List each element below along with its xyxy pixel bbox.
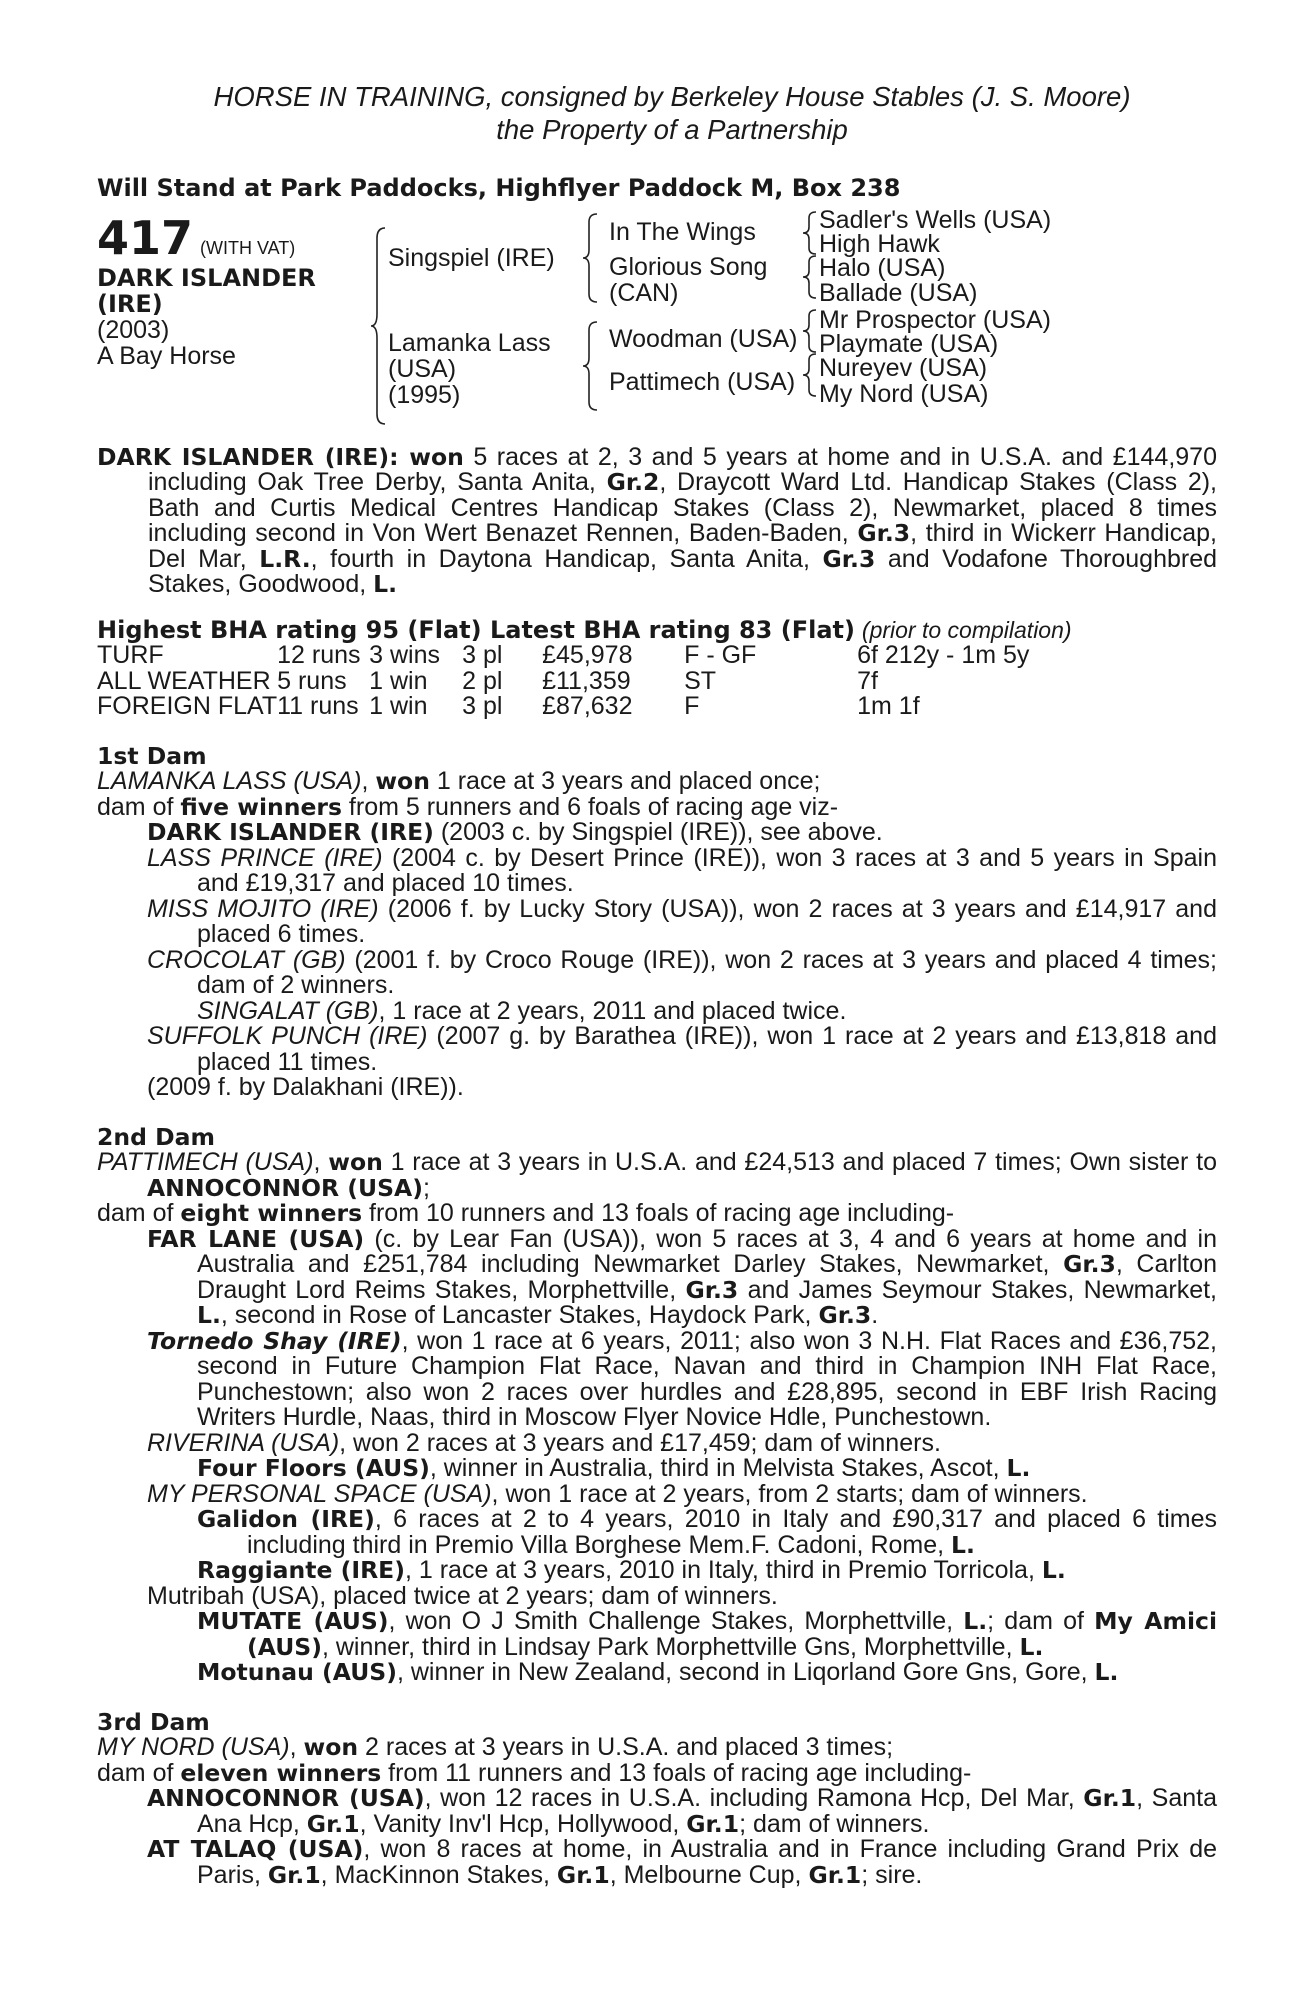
- gg-4: Ballade (USA): [819, 278, 978, 307]
- gg-6: Playmate (USA): [819, 329, 999, 358]
- second-dam-heading: 2nd Dam: [97, 1122, 215, 1151]
- summary-won: won: [409, 442, 464, 471]
- mutribah-entry: Mutribah (USA), placed twice at 2 years; dam of winners.: [147, 1581, 778, 1610]
- first-dam-heading: 1st Dam: [97, 741, 207, 770]
- vat-note: (WITH VAT): [199, 237, 296, 258]
- ratings-cell: 11 runs: [277, 692, 359, 720]
- ratings-cell: 3 pl: [462, 641, 503, 669]
- sire-parents-brace: [581, 212, 601, 304]
- ratings-cell: 7f: [857, 666, 878, 695]
- third-dam-heading: 3rd Dam: [97, 1707, 210, 1736]
- horse-description: A Bay Horse: [97, 341, 236, 370]
- produce-6: (2009 f. by Dalakhani (IRE)).: [147, 1073, 464, 1101]
- produce-1: DARK ISLANDER (IRE) (2003 c. by Singspiel (IRE)), see above.: [147, 818, 883, 846]
- ratings-cell: ST: [684, 666, 717, 695]
- galidon-entry: Galidon (IRE), 6 races at 2 to 4 years, 2010 in Italy and £90,317 and placed 6 times including third in Premio Villa Borghese Mem.F. Cadoni, Rome, L.: [197, 1505, 1218, 1559]
- horse-name: DARK ISLANDER: [97, 263, 316, 292]
- brace-g3-2: [800, 254, 820, 300]
- ratings-cell: £11,359: [542, 666, 631, 695]
- ratings-cell: 12 runs: [277, 641, 361, 669]
- ratings-row: [97, 669, 1029, 695]
- property-line: the Property of a Partnership: [496, 114, 848, 145]
- catalogue-page: [97, 80, 1217, 1888]
- brace-g3-1: [800, 210, 820, 256]
- at-talaq-entry: AT TALAQ (USA), won 8 races at home, in Australia and in France including Grand Prix de Paris, Gr.1, MacKinnon Stakes, Gr.1, Melbourne Cup, Gr.1; sire.: [147, 1835, 1217, 1889]
- ratings-row: [97, 643, 1029, 669]
- ratings-cell: £87,632: [542, 692, 633, 720]
- dam-dam: Pattimech (USA): [609, 367, 796, 396]
- ratings-table: [97, 643, 1029, 720]
- sire-dam: Glorious Song: [609, 252, 768, 281]
- ratings-cell: 1m 1f: [857, 692, 920, 720]
- ratings-title: Highest BHA rating 95 (Flat) Latest BHA rating 83 (Flat): [97, 615, 855, 644]
- sire-sire: In The Wings: [609, 217, 756, 246]
- sire-dam-country: (CAN): [609, 278, 679, 307]
- produce-4-offspring: SINGALAT (GB), 1 race at 2 years, 2011 and placed twice.: [197, 996, 847, 1025]
- gg-2: High Hawk: [819, 229, 940, 258]
- first-dam-section: 1st Dam LAMANKA LASS (USA), won 1 race at 3 years and placed once; dam of five winners from 5 runners and 6 foals of racing age viz- DARK ISLANDER (IRE) (2003 c. by Singspiel (IRE)), see above. LASS PRINCE (IRE) (2004 c. by Desert Prince (IRE)), won 3 races at 3 and 5 years in Spain and £19,317 and placed 10 times. MISS MOJITO (IRE) (2006 f. by Lucky Story (USA)), won 2 races at 3 years and £14,917 and placed 6 times. CROCOLAT (GB) (2001 f. by Croco Rouge (IRE)), won 2 races at 3 years and placed 4 times; dam of 2 winners. SINGALAT (GB), 1 race at 2 years, 2011 and placed twice. SUFFOLK PUNCH (IRE) (2007 g. by Barathea (IRE)), won 1 race at 2 years and £13,818 and placed 11 times. (2009 f. by Dalakhani (IRE)).: [97, 741, 1217, 1101]
- foaling-year: (2003): [97, 315, 170, 344]
- my-personal-space-entry: MY PERSONAL SPACE (USA), won 1 race at 2 years, from 2 starts; dam of winners.: [147, 1479, 1088, 1508]
- ratings-cell: 3 pl: [462, 692, 503, 720]
- ratings-cell: 2 pl: [462, 666, 503, 695]
- raggiante-entry: Raggiante (IRE), 1 race at 3 years, 2010 in Italy, third in Premio Torricola, L.: [197, 1556, 1066, 1584]
- ratings-note: (prior to compilation): [861, 616, 1072, 643]
- second-dam-section: 2nd Dam PATTIMECH (USA), won 1 race at 3 years in U.S.A. and £24,513 and placed 7 times; Own sister to ANNOCONNOR (USA); dam of eight winners from 10 runners and 13 foals of racing age including- FAR LANE (USA) (c. by Lear Fan (USA)), won 5 races at 3, 4 and 6 years at home and in Australia and £251,784 including Newmarket Darley Stakes, Newmarket, Gr.3, Carlton Draught Lord Reims Stakes, Morphettville, Gr.3 and James Seymour Stakes, Newmarket, L., second in Rose of Lancaster Stakes, Haydock Park, Gr.3. Tornedo Shay (IRE), won 1 race at 6 years, 2011; also won 3 N.H. Flat Races and £36,752, second in Future Champion Flat Race, Navan and third in Champion INH Flat Race, Punchestown; also won 2 races over hurdles and £28,895, second in EBF Irish Racing Writers Hurdle, Naas, third in Moscow Flyer Novice Hdle, Punchestown. RIVERINA (USA), won 2 races at 3 years and £17,459; dam of winners. Four Floors (AUS), winner in Australia, third in Melvista Stakes, Ascot, L. MY PERSONAL SPACE (USA), won 1 race at 2 years, from 2 starts; dam of winners. Galidon (IRE), 6 races at 2 to 4 years, 2010 in Italy and £90,317 and placed 6 times including third in Premio Villa Borghese Mem.F. Cadoni, Rome, L. Raggiante (IRE), 1 race at 3 years, 2010 in Italy, third in Premio Torricola, L. Mutribah (USA), placed twice at 2 years; dam of winners. MUTATE (AUS), won O J Smith Challenge Stakes, Morphettville, L.; dam of My Amici (AUS), winner, third in Lindsay Park Morphettville Gns, Morphettville, L. Motunau (AUS), winner in New Zealand, second in Liqorland Gore Gns, Gore, L.: [97, 1122, 1218, 1686]
- ratings-block: [97, 615, 1217, 720]
- dam: Lamanka Lass: [388, 328, 551, 357]
- gg-7: Nureyev (USA): [819, 353, 988, 382]
- third-dam-section: 3rd Dam MY NORD (USA), won 2 races at 3 years in U.S.A. and placed 3 times; dam of eleven winners from 11 runners and 13 foals of racing age including- ANNOCONNOR (USA), won 12 races in U.S.A. including Ramona Hcp, Del Mar, Gr.1, Santa Ana Hcp, Gr.1, Vanity Inv'l Hcp, Hollywood, Gr.1; dam of winners. AT TALAQ (USA), won 8 races at home, in Australia and in France including Grand Prix de Paris, Gr.1, MacKinnon Stakes, Gr.1, Melbourne Cup, Gr.1; sire.: [97, 1707, 1217, 1889]
- motunau-entry: Motunau (AUS), winner in New Zealand, second in Liqorland Gore Gns, Gore, L.: [197, 1658, 1119, 1686]
- horse-suffix: (IRE): [97, 289, 163, 318]
- ratings-cell: FOREIGN FLAT: [97, 692, 278, 720]
- lot-number: 417: [97, 210, 194, 265]
- riverina-entry: RIVERINA (USA), won 2 races at 3 years and £17,459; dam of winners.: [147, 1428, 941, 1457]
- ratings-cell: 1 win: [369, 666, 428, 695]
- ratings-cell: 6f 212y - 1m 5y: [857, 641, 1030, 669]
- dam-year: (1995): [388, 380, 461, 409]
- ratings-cell: F - GF: [684, 641, 757, 669]
- four-floors-entry: Four Floors (AUS), winner in Australia, third in Melvista Stakes, Ascot, L.: [197, 1454, 1031, 1482]
- far-lane-entry: FAR LANE (USA) (c. by Lear Fan (USA)), won 5 races at 3, 4 and 6 years at home and in Australia and £251,784 including Newmarket Darley Stakes, Newmarket, Gr.3, Carlton Draught Lord Reims Stakes, Morphettville, Gr.3 and James Seymour Stakes, Newmarket, L., second in Rose of Lancaster Stakes, Haydock Park, Gr.3.: [147, 1224, 1218, 1329]
- tornedo-shay-entry: Tornedo Shay (IRE), won 1 race at 6 years, 2011; also won 3 N.H. Flat Races and £36,752, second in Future Champion Flat Race, Navan and third in Champion INH Flat Race, Punchestown; also won 2 races over hurdles and £28,895, second in EBF Irish Racing Writers Hurdle, Naas, third in Moscow Flyer Novice Hdle, Punchestown.: [147, 1326, 1217, 1431]
- ratings-cell: TURF: [97, 641, 164, 669]
- produce-4: CROCOLAT (GB) (2001 f. by Croco Rouge (IRE)), won 2 races at 3 years and placed 4 times; dam of 2 winners.: [147, 945, 1217, 999]
- consignment-header: [127, 80, 1217, 146]
- dam-parents-brace: [581, 320, 601, 412]
- brace-g3-4: [800, 352, 820, 398]
- sire: Singspiel (IRE): [388, 243, 555, 272]
- third-dam-name: MY NORD (USA): [97, 1733, 290, 1761]
- ratings-cell: F: [684, 692, 700, 720]
- ratings-cell: ALL WEATHER: [97, 666, 271, 695]
- second-dam-name: PATTIMECH (USA): [97, 1148, 314, 1176]
- lot-heading: [97, 210, 296, 265]
- ratings-cell: 1 win: [369, 692, 428, 720]
- annoconnor-entry: ANNOCONNOR (USA), won 12 races in U.S.A. including Ramona Hcp, Del Mar, Gr.1, Santa Ana Hcp, Gr.1, Vanity Inv'l Hcp, Hollywood, Gr.1; dam of winners.: [147, 1784, 1217, 1838]
- produce-3: MISS MOJITO (IRE) (2006 f. by Lucky Story (USA)), won 2 races at 3 years and £14,917 and placed 6 times.: [147, 894, 1217, 948]
- summary-horse-name: DARK ISLANDER (IRE): [97, 442, 390, 471]
- consignor-line: HORSE IN TRAINING, consigned by Berkeley House Stables (J. S. Moore): [213, 81, 1131, 112]
- dam-sire: Woodman (USA): [609, 324, 798, 353]
- gg-3: Halo (USA): [819, 253, 946, 282]
- produce-2: LASS PRINCE (IRE) (2004 c. by Desert Prince (IRE)), won 3 races at 3 and 5 years in Spain and £19,317 and placed 10 times.: [147, 843, 1217, 897]
- ratings-cell: 3 wins: [369, 641, 440, 669]
- dam-country: (USA): [388, 354, 457, 383]
- produce-5: SUFFOLK PUNCH (IRE) (2007 g. by Barathea (IRE)), won 1 race at 2 years and £13,818 and placed 11 times.: [147, 1022, 1217, 1076]
- gg-5: Mr Prospector (USA): [819, 305, 1051, 334]
- stand-location: Will Stand at Park Paddocks, Highflyer Paddock M, Box 238: [97, 174, 901, 202]
- gg-1: Sadler's Wells (USA): [819, 205, 1052, 234]
- gg-8: My Nord (USA): [819, 379, 989, 408]
- sire-dam-brace: [369, 226, 389, 426]
- first-dam-name: LAMANKA LASS (USA): [97, 767, 362, 795]
- ratings-cell: £45,978: [542, 641, 633, 669]
- race-summary: DARK ISLANDER (IRE): won 5 races at 2, 3 and 5 years at home and in U.S.A. and £144,970 including Oak Tree Derby, Santa Anita, Gr.2, Draycott Ward Ltd. Handicap Stakes (Class 2), Bath and Curtis Medical Centres Handicap Stakes (Class 2), Newmarket, placed 8 times including second in Von Wert Benazet Rennen, Baden-Baden, Gr.3, third in Wickerr Handicap, Del Mar, L.R., fourth in Daytona Handicap, Santa Anita, Gr.3 and Vodafone Thoroughbred Stakes, Goodwood, L.: [97, 442, 1218, 598]
- pedigree-block: [97, 205, 1217, 425]
- mutate-entry: MUTATE (AUS), won O J Smith Challenge Stakes, Morphettville, L.; dam of My Amici (AUS), winner, third in Lindsay Park Morphettville Gns, Morphettville, L.: [197, 1607, 1217, 1661]
- ratings-cell: 5 runs: [277, 666, 347, 695]
- brace-g3-3: [800, 308, 820, 354]
- ratings-row: [97, 694, 1029, 720]
